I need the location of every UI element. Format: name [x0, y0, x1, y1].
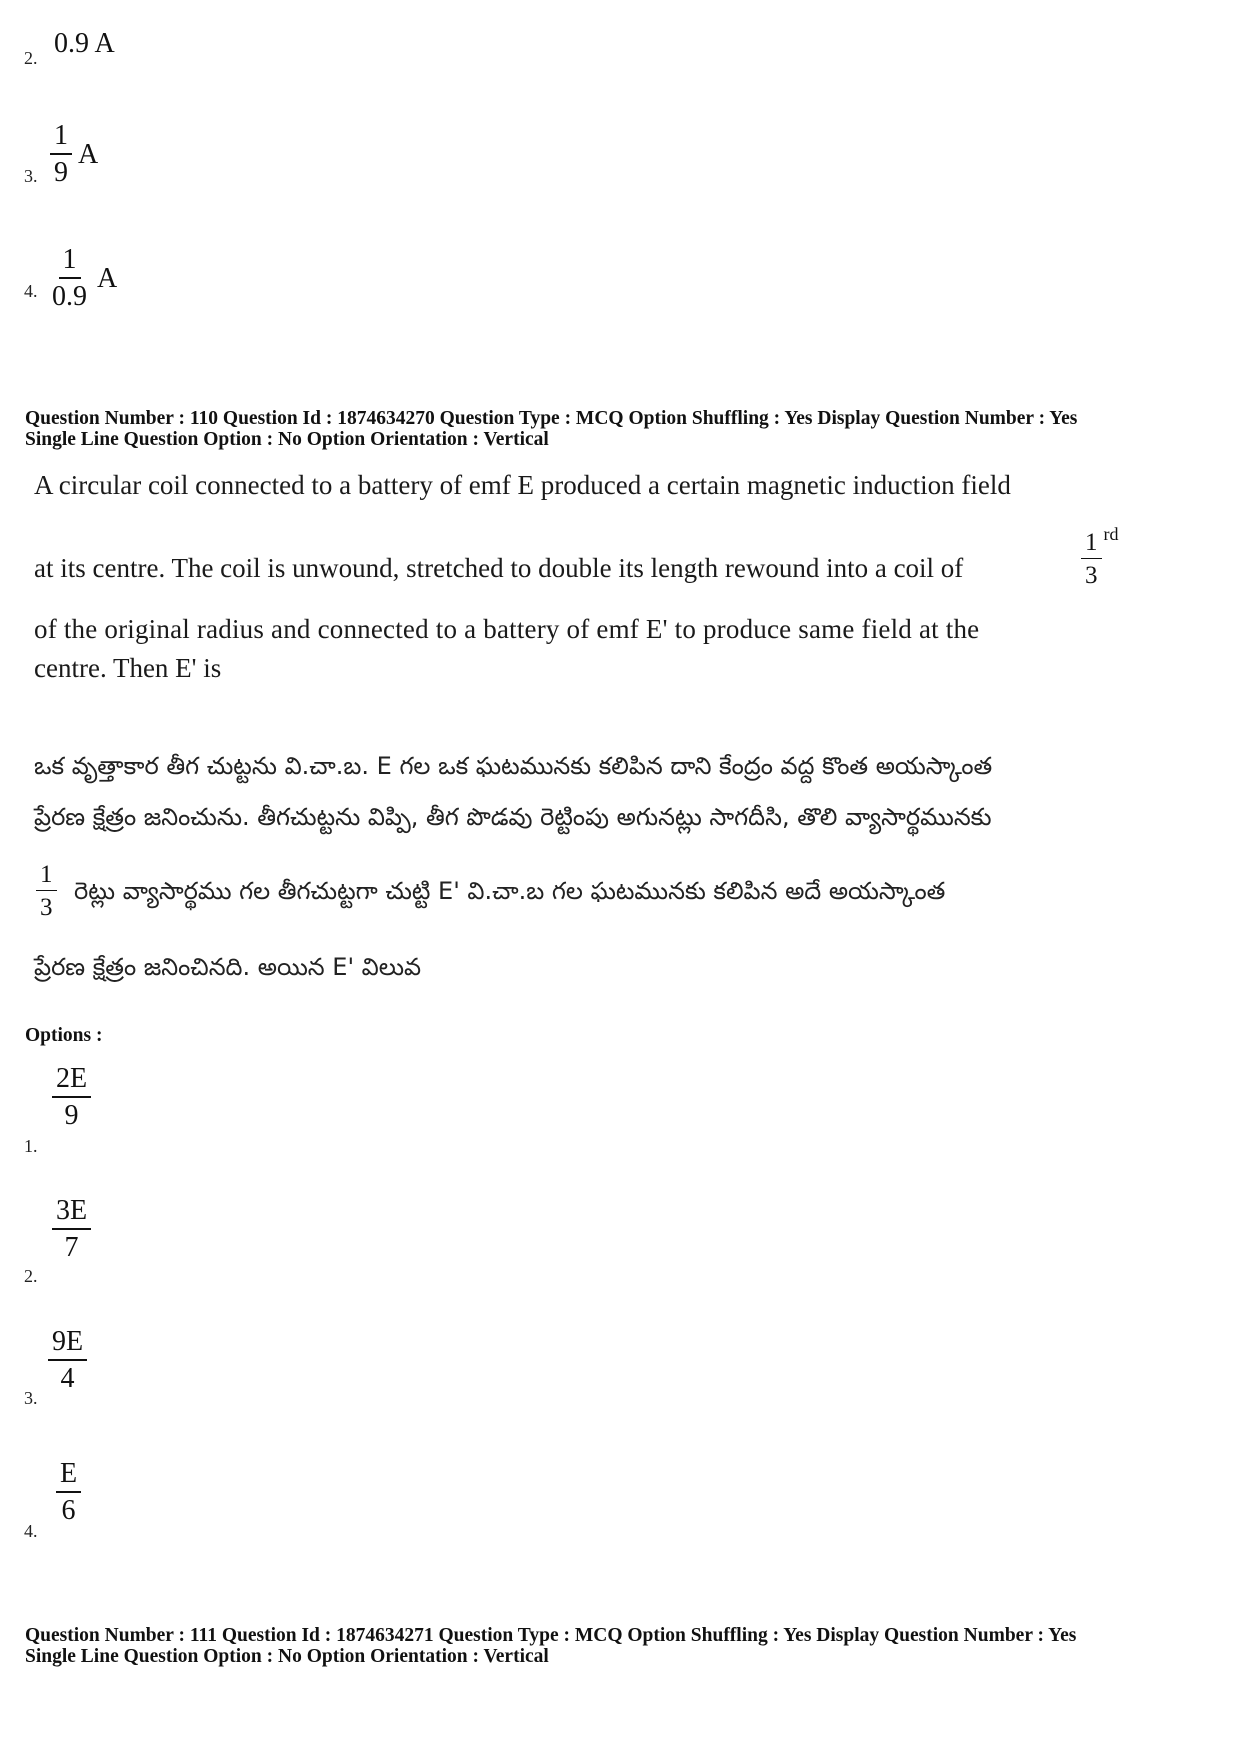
option-unit: A: [97, 262, 118, 294]
question-meta-line1: Question Number : 110 Question Id : 1874634270 Question Type : MCQ Option Shuffling : Yes Display Question Number : Yes: [25, 408, 1078, 429]
option-number: 4.: [24, 1521, 38, 1541]
fraction-denominator: 7: [64, 1232, 79, 1263]
question-line-telugu: ప్రేరణ క్షేత్రం జనించును. తీగచుట్టను విప్పి, తీగ పొడవు రెట్టింపు అగునట్లు సాగదీసి, తొలి వ్యాసార్థమునకు: [34, 803, 992, 831]
fraction-denominator: 4: [60, 1363, 75, 1394]
question-line: of the original radius and connected to a battery of emf E' to produce same field at the: [34, 614, 980, 644]
fraction: [1081, 530, 1102, 588]
fraction-denominator: 6: [61, 1495, 76, 1526]
fraction-numerator: 1: [50, 122, 72, 155]
fraction-numerator: 1: [1081, 530, 1102, 559]
option-fraction-value: [50, 122, 98, 187]
option-number: 2.: [24, 48, 38, 68]
option-value: [56, 1460, 81, 1525]
option-unit: A: [78, 138, 99, 170]
question-meta-line1: Question Number : 111 Question Id : 1874634271 Question Type : MCQ Option Shuffling : Yes Display Question Number : Yes: [25, 1625, 1077, 1646]
question-line-telugu: రెట్లు వ్యాసార్థము గల తీగచుట్టగా చుట్టి E' వి.చా.బ గల ఘటమునకు కలిపిన అదే అయస్కాంత: [74, 877, 946, 905]
option-value: 0.9 A: [54, 28, 115, 59]
fraction-superscript: rd: [1103, 524, 1119, 544]
fraction: [36, 862, 57, 920]
fraction-denominator: 0.9: [52, 281, 87, 312]
fraction: [50, 122, 72, 187]
option-number: 2.: [24, 1266, 38, 1286]
question-meta: [25, 1625, 1076, 1667]
question-line: centre. Then E' is: [34, 653, 222, 683]
question-line: A circular coil connected to a battery of emf E produced a certain magnetic induction field: [34, 470, 1011, 500]
fraction-numerator: 1: [59, 246, 81, 279]
fraction-numerator: 2E: [52, 1065, 91, 1098]
question-meta-line2: Single Line Question Option : No Option Orientation : Vertical: [25, 1646, 549, 1667]
option-fraction-value: [48, 246, 117, 311]
option-number: 3.: [24, 166, 38, 186]
option-value: [48, 1328, 87, 1393]
question-fraction: [36, 862, 57, 920]
question-meta: [25, 408, 1077, 450]
fraction-denominator: 3: [40, 894, 53, 921]
fraction-numerator: E: [56, 1460, 81, 1493]
fraction-denominator: 9: [64, 1100, 79, 1131]
fraction: [48, 246, 91, 311]
question-meta-line2: Single Line Question Option : No Option Orientation : Vertical: [25, 429, 549, 450]
question-line-telugu: ప్రేరణ క్షేత్రం జనించినది. అయిన E' విలువ: [34, 953, 422, 981]
question-line-telugu: ఒక వృత్తాకార తీగ చుట్టను వి.చా.బ. E గల ఒక ఘటమునకు కలిపిన దాని కేంద్రం వద్ద కొంత అయస్కాంత: [34, 752, 993, 780]
options-label: Options :: [25, 1025, 103, 1046]
option-value: [52, 1197, 91, 1262]
fraction-numerator: 9E: [48, 1328, 87, 1361]
option-number: 3.: [24, 1388, 38, 1408]
question-fraction: [1081, 524, 1119, 589]
fraction-denominator: 9: [54, 157, 68, 188]
question-line: at its centre. The coil is unwound, stretched to double its length rewound into a coil of: [34, 553, 964, 583]
fraction-numerator: 3E: [52, 1197, 91, 1230]
option-number: 4.: [24, 281, 38, 301]
option-value: [52, 1065, 91, 1130]
option-number: 1.: [24, 1136, 38, 1156]
fraction: [52, 1197, 91, 1262]
fraction-denominator: 3: [1085, 562, 1098, 589]
fraction: [52, 1065, 91, 1130]
fraction: [48, 1328, 87, 1393]
fraction-numerator: 1: [36, 862, 57, 891]
fraction: [56, 1460, 81, 1525]
